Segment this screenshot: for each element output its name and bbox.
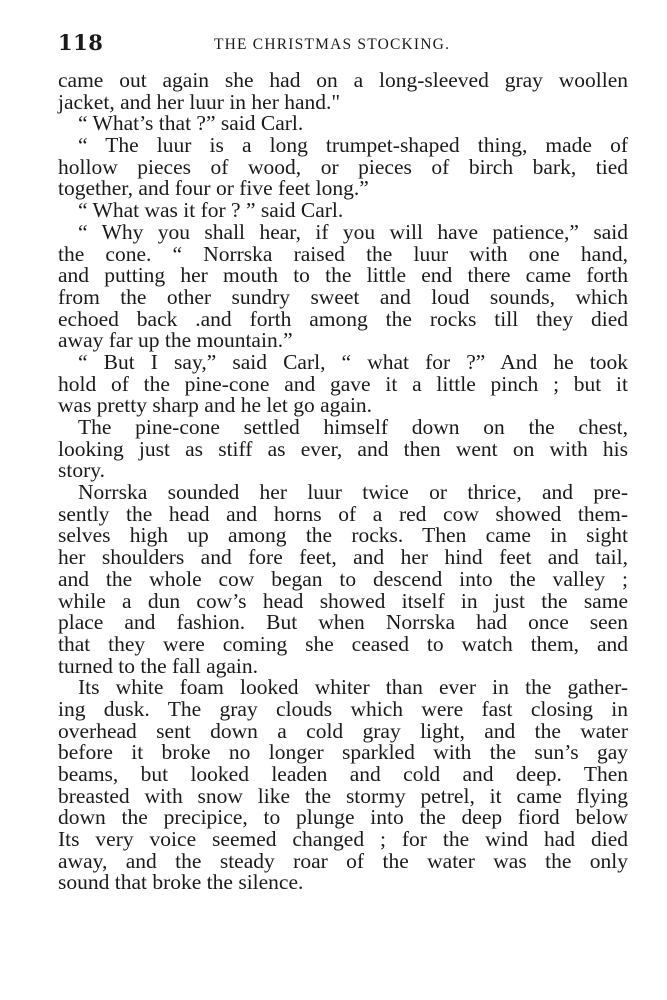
text-line: from the other sundry sweet and loud sounds, which [58,284,628,309]
text-line: while a dun cow’s head showed itself in just the same [58,588,628,613]
page-number: 118 [58,30,104,55]
paragraph [58,200,628,222]
text-line: hold of the pine-cone and gave it a little pinch ; but it [58,371,628,396]
text-line: echoed back .and forth among the rocks till they died [58,306,628,331]
text-line: jacket, and her luur in her hand." [58,89,341,114]
paragraph [58,113,628,135]
text-line: Its white foam looked whiter than ever in the gather- [78,675,628,700]
text-line: selves high up among the rocks. Then came in sight [58,523,628,548]
text-line: place and fashion. But when Norrska had once seen [58,610,628,635]
text-line: away, and the steady roar of the water was the only [58,848,628,873]
text-line: overhead sent down a cold gray light, and the water [58,718,628,743]
text-line: “ What was it for ? ” said Carl. [78,198,344,223]
text-line: was pretty sharp and he let go again. [58,393,373,418]
page-header [58,30,628,54]
text-line: turned to the fall again. [58,653,258,678]
text-line: ing dusk. The gray clouds which were fast closing in [58,696,628,721]
text-line: Norrska sounded her luur twice or thrice, and pre- [78,480,628,505]
paragraph [58,70,628,113]
paragraph [58,482,628,677]
paragraph [58,417,628,482]
text-line: “ The luur is a long trumpet-shaped thing, made of [78,133,628,158]
text-line: that they were coming she ceased to watch them, and [58,631,628,656]
paragraph [58,219,628,353]
paragraph [58,677,628,894]
text-line: away far up the mountain.” [58,328,293,353]
text-line: beams, but looked leaden and cold and deep. Then [58,762,628,786]
text-line: hollow pieces of wood, or pieces of birch bark, tied [58,154,628,179]
paragraph [58,349,628,418]
text-line: her shoulders and fore feet, and her hind feet and tail, [58,545,628,570]
text-line: Its very voice seemed changed ; for the wind had died [58,827,628,852]
text-line: “ Why you shall hear, if you will have patience,” said [78,219,628,244]
text-line: came out again she had on a long-sleeved gray woollen [58,68,628,92]
paragraph [58,135,628,200]
text-line: “ But I say,” said Carl, “ what for ?” And he took [78,349,628,374]
text-line: sently the head and horns of a red cow showed them- [58,501,628,526]
running-head: THE CHRISTMAS STOCKING. [214,36,451,53]
text-line: looking just as stiff as ever, and then went on with his [58,436,628,461]
text-line: story. [58,458,105,483]
text-line: breasted with snow like the stormy petrel, it came flying [58,783,628,808]
text-line: together, and four or five feet long.” [58,176,369,201]
text-line: before it broke no longer sparkled with the sun’s gay [58,740,628,765]
text-line: down the precipice, to plunge into the deep fiord below [58,805,628,830]
text-line: “ What’s that ?” said Carl. [78,111,304,136]
text-line: the cone. “ Norrska raised the luur with one hand, [58,241,628,266]
text-line: sound that broke the silence. [58,870,304,895]
text-line: and putting her mouth to the little end there came forth [58,263,628,288]
body-text [58,70,628,894]
text-line: The pine-cone settled himself down on the chest, [78,415,628,439]
text-line: and the whole cow began to descend into the valley ; [58,566,628,591]
